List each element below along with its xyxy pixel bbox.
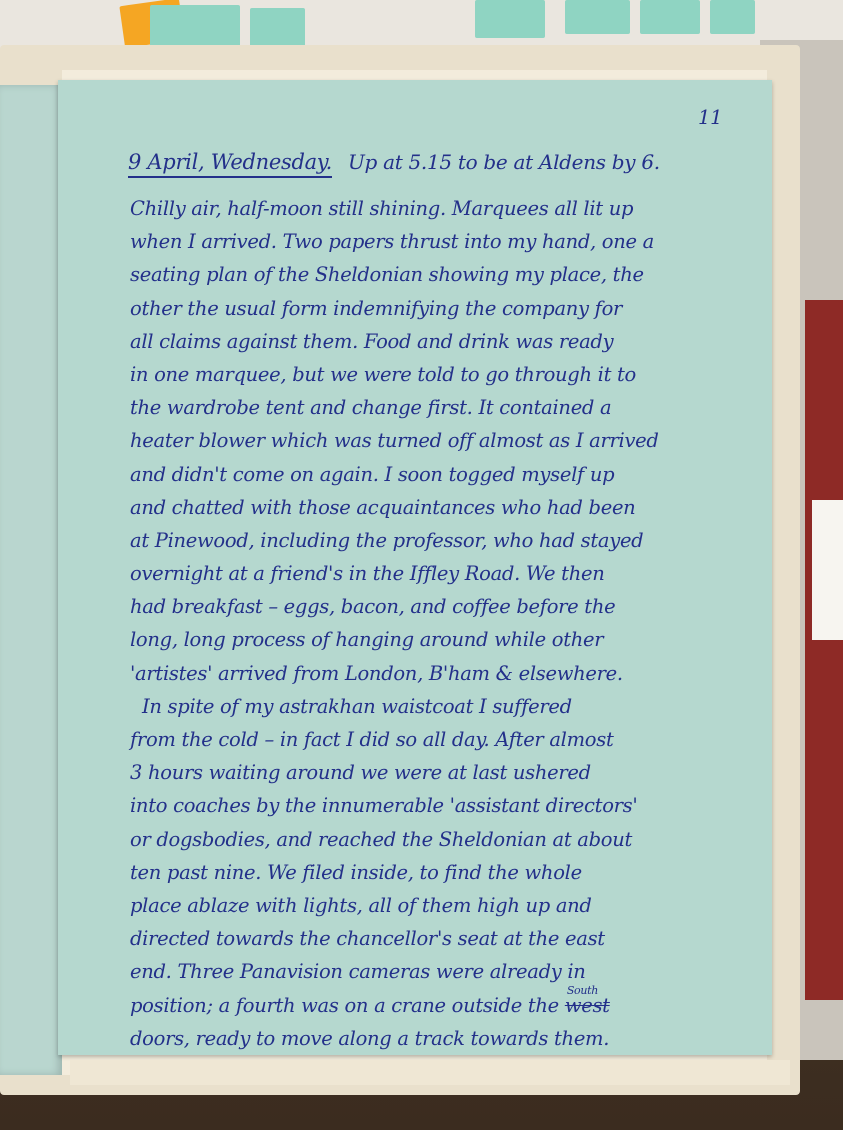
text-line: overnight at a friend's in the Iffley Road. We then xyxy=(130,562,605,586)
text-line: In spite of my astrakhan waistcoat I suffered xyxy=(142,694,572,718)
green-tab xyxy=(565,0,630,34)
text-line: place ablaze with lights, all of them high up and xyxy=(130,893,592,917)
text-line: heater blower which was turned off almost as I arrived xyxy=(130,429,659,453)
text-line: and chatted with those acquaintances who had been xyxy=(130,495,636,519)
text-line: doors, ready to move along a track towards them. xyxy=(130,1026,610,1050)
text-line: when I arrived. Two papers thrust into my hand, one a xyxy=(130,230,654,254)
text-line: from the cold – in fact I did so all day. After almost xyxy=(130,728,614,751)
left-page xyxy=(0,85,62,1075)
text-line: and didn't come on again. I soon togged myself up xyxy=(130,462,615,486)
text-line: end. Three Panavision cameras were already in xyxy=(130,960,586,984)
text-line: at Pinewood, including the professor, who had stayed xyxy=(130,528,644,552)
text-line: directed towards the chancellor's seat at the east xyxy=(130,927,605,951)
handwritten-text xyxy=(130,192,659,1055)
text-line: long, long process of hanging around while other xyxy=(130,628,604,652)
text-line: or dogsbodies, and reached the Sheldonian at about xyxy=(130,827,633,851)
text-line: seating plan of the Sheldonian showing my place, the xyxy=(130,263,644,287)
struck-word: west xyxy=(564,993,610,1017)
text-line: the wardrobe tent and change first. It contained a xyxy=(130,396,612,420)
text-line: other the usual form indemnifying the company for xyxy=(130,296,623,320)
correction xyxy=(564,983,610,1022)
text-segment: position; a fourth was on a crane outside the xyxy=(130,993,565,1017)
text-line-correction xyxy=(130,983,659,1022)
text-line: all claims against them. Food and drink was ready xyxy=(130,329,614,353)
entry-date: 9 April, Wednesday. xyxy=(128,150,332,178)
green-tab xyxy=(250,8,305,48)
text-line: in one marquee, but we were told to go through it to xyxy=(130,362,636,386)
inserted-word: South xyxy=(566,983,599,997)
entry-heading xyxy=(128,150,660,178)
green-tab xyxy=(640,0,700,34)
green-tab xyxy=(710,0,755,34)
white-card xyxy=(812,500,843,640)
text-line: into coaches by the innumerable 'assistant directors' xyxy=(130,794,638,818)
page-bottom-edge xyxy=(70,1060,790,1085)
red-cloth xyxy=(805,300,843,1000)
text-line: 3 hours waiting around we were at last ushered xyxy=(130,761,591,785)
diary-page xyxy=(58,80,772,1055)
text-line: ten past nine. We filed inside, to find the whole xyxy=(130,860,582,884)
text-line: 'artistes' arrived from London, B'ham & elsewhere. xyxy=(130,661,623,685)
text-line: Chilly air, half-moon still shining. Marquees all lit up xyxy=(130,197,634,220)
green-tab xyxy=(475,0,545,38)
entry-heading-text: Up at 5.15 to be at Aldens by 6. xyxy=(347,150,660,174)
green-tab xyxy=(150,5,240,47)
text-line: had breakfast – eggs, bacon, and coffee before the xyxy=(130,595,616,619)
page-number: 11 xyxy=(698,106,723,129)
